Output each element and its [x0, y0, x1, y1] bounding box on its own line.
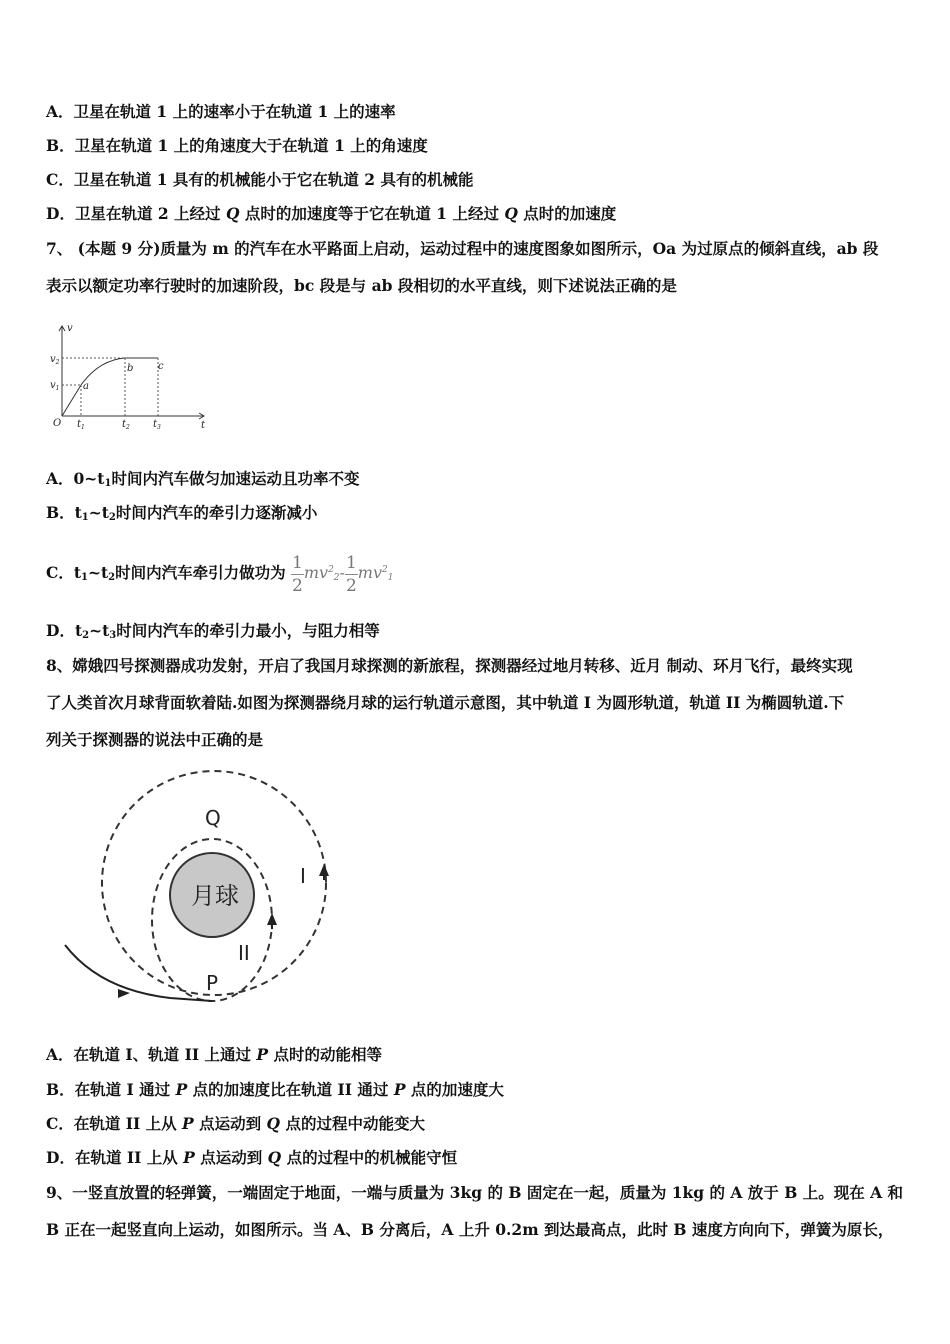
- graph-v1-label: $v_1$: [50, 380, 60, 392]
- graph-point-a: a: [83, 381, 89, 392]
- q8-option-c: C．在轨道 II 上从 P 点运动到 Q 点的过程中动能变大: [46, 1114, 425, 1133]
- q8-option-b: B．在轨道 I 通过 P 点的加速度比在轨道 II 通过 P 点的加速度大: [46, 1080, 504, 1099]
- q9-stem-line1: 9、一竖直放置的轻弹簧，一端固定于地面，一端与质量为 3kg 的 B 固定在一起，质量为 1kg 的 A 放于 B 上。现在 A 和: [46, 1183, 904, 1202]
- q7-option-c: C．$t_1\sim t_2$时间内汽车牵引力做功为 $\frac{1}{2}$ $mv^2_2-$ $\frac{1}{2}$ $mv^2_1$: [46, 552, 394, 596]
- approach-trajectory: [65, 945, 212, 1001]
- point-q-label: Q: [205, 806, 221, 830]
- q8-stem-line2: 了人类首次月球背面软着陆.如图为探测器绕月球的运行轨道示意图，其中轨道 I 为圆形轨道，轨道 II 为椭圆轨道.下: [46, 693, 845, 712]
- q7-stem-line2: 表示以额定功率行驶时的加速阶段，bc 段是与 ab 段相切的水平直线，则下述说法正确的是: [46, 276, 677, 295]
- orbit-i-label: I: [300, 864, 306, 888]
- q6-option-b: B．卫星在轨道 1 上的角速度大于在轨道 1 上的角速度: [46, 136, 428, 155]
- q8-option-a: A．在轨道 I、轨道 II 上通过 P 点时的动能相等: [46, 1045, 382, 1064]
- q6-option-d: D．卫星在轨道 2 上经过 Q 点时的加速度等于它在轨道 1 上经过 Q 点时的加速度: [46, 204, 617, 223]
- graph-v-axis-label: v: [67, 323, 73, 334]
- q7-option-a: A．$0\sim t_1$时间内汽车做匀加速运动且功率不变: [46, 469, 360, 489]
- graph-t3-label: $t_3$: [153, 419, 161, 431]
- q8-stem-line1: 8、嫦娥四号探测器成功发射，开启了我国月球探测的新旅程，探测器经过地月转移、近月 制动、环月飞行，最终实现: [46, 656, 853, 675]
- moon-label: 月球: [191, 882, 239, 910]
- graph-t1-label: $t_1$: [77, 419, 85, 431]
- q6-option-a: A．卫星在轨道 1 上的速率小于在轨道 1 上的速率: [46, 102, 396, 121]
- point-p-label: P: [206, 971, 219, 995]
- velocity-time-graph: [44, 318, 219, 433]
- q8-option-d: D．在轨道 II 上从 P 点运动到 Q 点的过程中的机械能守恒: [46, 1148, 458, 1167]
- q7-option-b: B．$t_1\sim t_2$时间内汽车的牵引力逐渐减小: [46, 503, 318, 523]
- graph-point-b: b: [127, 363, 134, 374]
- graph-point-c: c: [158, 361, 164, 372]
- graph-origin-label: O: [53, 418, 62, 429]
- trajectory-arrow-icon: [118, 989, 130, 998]
- q9-stem-line2: B 正在一起竖直向上运动，如图所示。当 A、B 分离后，A 上升 0.2m 到达最高点，此时 B 速度方向向下，弹簧为原长，: [46, 1220, 894, 1239]
- graph-t2-label: $t_2$: [122, 419, 130, 431]
- fraction-half-1: $\frac{1}{2}$: [292, 552, 303, 596]
- fraction-half-2: $\frac{1}{2}$: [345, 552, 357, 596]
- q7-stem-line1: 7、 (本题 9 分)质量为 m 的汽车在水平路面上启动，运动过程中的速度图象如图所示，Oa 为过原点的倾斜直线，ab 段: [46, 239, 879, 258]
- lunar-orbit-diagram: [60, 765, 350, 1025]
- q6-option-c: C．卫星在轨道 1 具有的机械能小于它在轨道 2 具有的机械能: [46, 170, 474, 189]
- orbit-ii-label: II: [238, 941, 250, 965]
- graph-t-axis-label: t: [201, 420, 206, 431]
- q7-option-d: D．$t_2\sim t_3$时间内汽车的牵引力最小，与阻力相等: [46, 621, 380, 641]
- graph-v2-label: $v_2$: [50, 354, 60, 366]
- q8-stem-line3: 列关于探测器的说法中正确的是: [46, 730, 264, 749]
